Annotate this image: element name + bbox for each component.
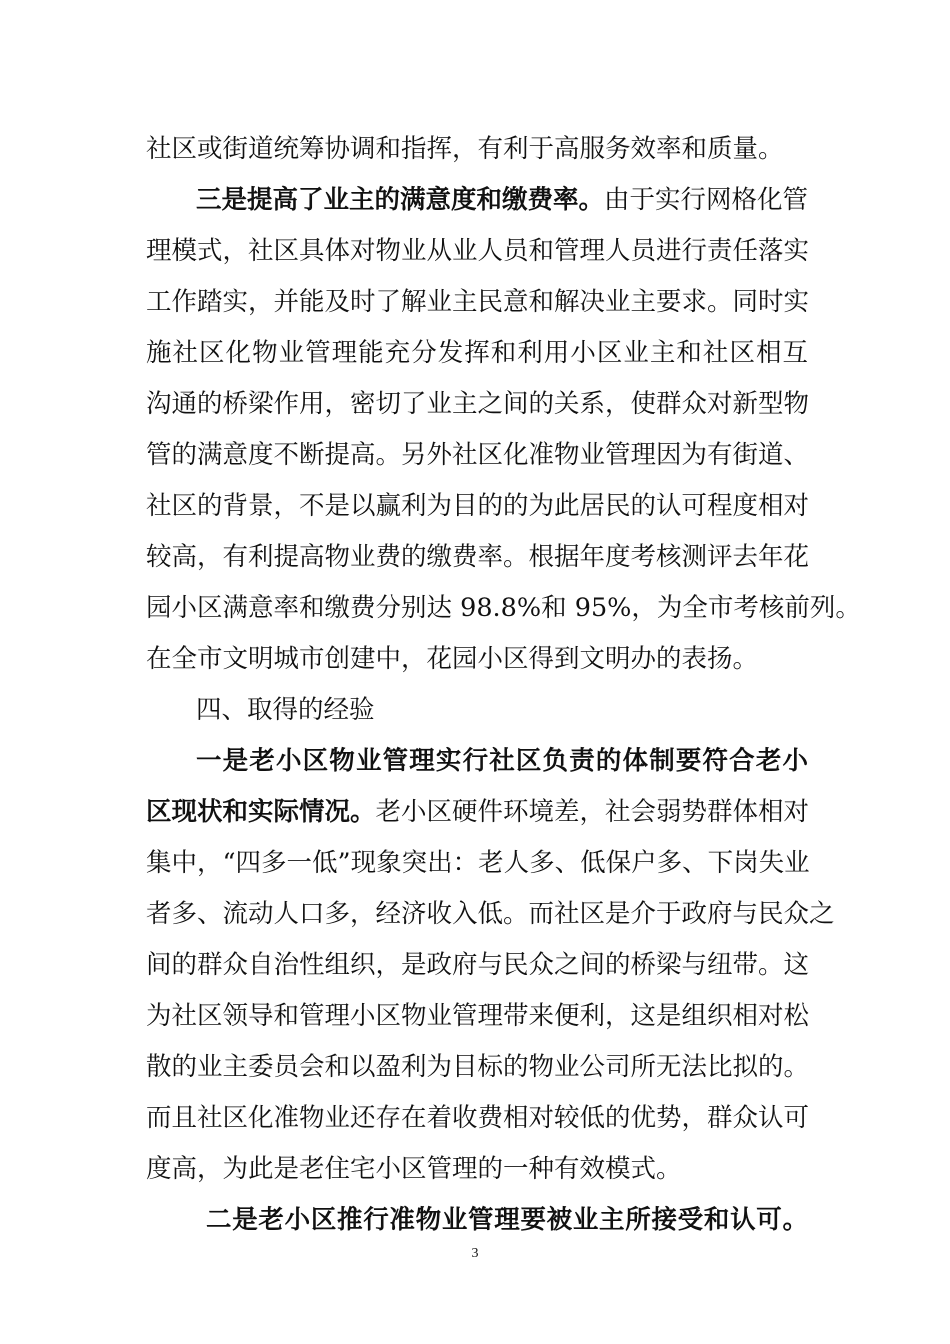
text-line: 社区或街道统筹协调和指挥，有利于高服务效率和质量。: [146, 134, 784, 164]
bold-lead-line: 二是老小区推行准物业管理要被业主所接受和认可。: [206, 1205, 808, 1235]
text-line: 散的业主委员会和以盈利为目标的物业公司所无法比拟的。: [146, 1052, 810, 1082]
text-run: 由于实行网格化管: [604, 185, 809, 215]
text-line: 度高，为此是老住宅小区管理的一种有效模式。: [146, 1154, 682, 1184]
page-number: 3: [471, 1246, 479, 1261]
text-line: 沟通的桥梁作用，密切了业主之间的关系，使群众对新型物: [146, 389, 810, 419]
text-line: [196, 180, 808, 220]
text-line: 工作踏实，并能及时了解业主民意和解决业主要求。同时实: [146, 287, 810, 317]
text-line: 集中，“四多一低”现象突出：老人多、低保户多、下岗失业: [146, 848, 810, 878]
text-line: [146, 792, 808, 832]
text-line: 管的满意度不断提高。另外社区化准物业管理因为有街道、: [146, 440, 810, 470]
text-line: 而且社区化准物业还存在着收费相对较低的优势，群众认可: [146, 1103, 810, 1133]
bold-lead: 区现状和实际情况。: [146, 797, 376, 827]
text-line: 为社区领导和管理小区物业管理带来便利，这是组织相对松: [146, 1001, 810, 1031]
text-line: 施社区化物业管理能充分发挥和利用小区业主和社区相互: [146, 338, 808, 368]
bold-lead-line: 一是老小区物业管理实行社区负责的体制要符合老小: [196, 746, 808, 776]
text-line: 园小区满意率和缴费分别达 98.8%和 95%，为全市考核前列。: [146, 593, 861, 623]
text-line: 较高，有利提高物业费的缴费率。根据年度考核测评去年花: [146, 542, 810, 572]
section-heading: 四、取得的经验: [196, 695, 375, 725]
text-run: 老小区硬件环境差，社会弱势群体相对: [375, 797, 810, 827]
text-line: 社区的背景，不是以赢利为目的的为此居民的认可程度相对: [146, 491, 810, 521]
text-line: 在全市文明城市创建中，花园小区得到文明办的表扬。: [146, 644, 759, 674]
text-line: 者多、流动人口多，经济收入低。而社区是介于政府与民众之: [146, 899, 835, 929]
bold-lead: 三是提高了业主的满意度和缴费率。: [196, 185, 605, 215]
text-line: 间的群众自治性组织，是政府与民众之间的桥梁与纽带。这: [146, 950, 810, 980]
text-line: 理模式，社区具体对物业从业人员和管理人员进行责任落实: [146, 236, 810, 266]
